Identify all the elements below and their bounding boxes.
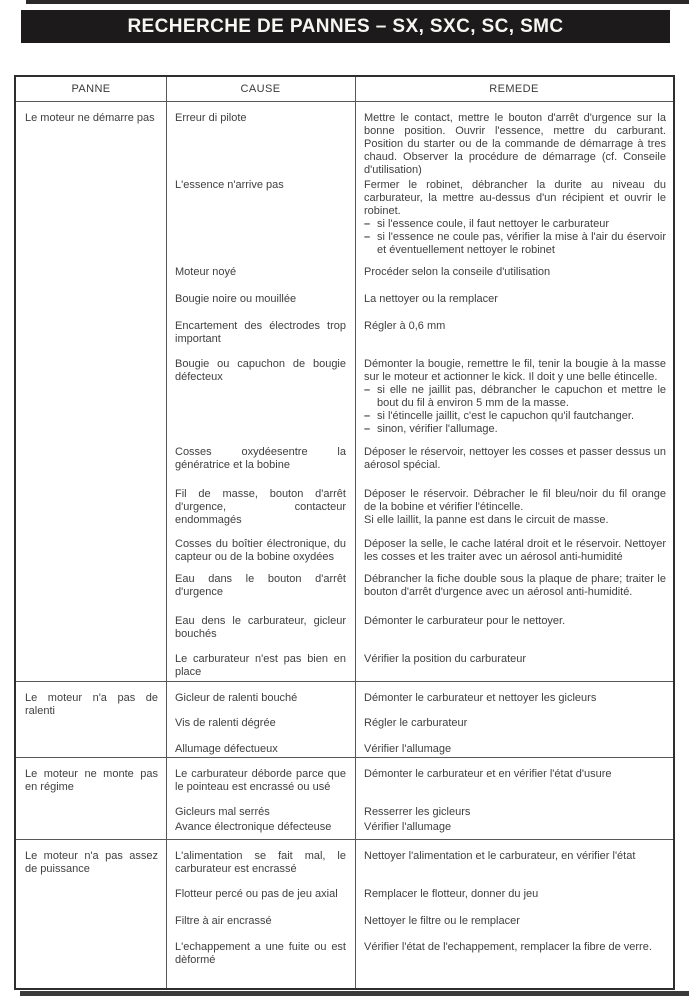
remede-cell (355, 819, 673, 839)
cause-remede-pair (166, 536, 673, 571)
cause-text: Gicleurs mal serrés (175, 806, 270, 818)
table-row (16, 757, 673, 839)
remede-text: Mettre le contact, mettre le bouton d'arrêt d'urgence sur la bonne position. Ouvrir l'essence, mettre du carburant. Position du starter ou de la commande de démarrage à tres chaud. Observer la procédure de démarrage (cf. Conseile d'utilisation) (364, 112, 666, 176)
remede-text: Démonter le carburateur et en vérifier l'état d'usure (364, 768, 612, 780)
cause-remede-pair (166, 848, 673, 886)
bullet-text: si l'étincelle jaillit, c'est le capuchon qu'il fautchanger. (377, 410, 635, 422)
page-title-banner (21, 10, 670, 43)
remede-text: Régler le carburateur (364, 717, 468, 729)
remede-bullet (364, 410, 666, 423)
remede-cell (355, 536, 673, 571)
cause-text: Bougie ou capuchon de bougie défecteux (175, 358, 346, 383)
remede-cell (355, 571, 673, 613)
remede-text: Remplacer le flotteur, donner du jeu (364, 888, 539, 900)
cause-text: Gicleur de ralenti bouché (175, 692, 298, 704)
cause-remede-pair (166, 804, 673, 819)
bullet-dash-icon: – (364, 231, 371, 243)
cause-remede-pair (166, 356, 673, 444)
cause-text: Moteur noyé (175, 266, 237, 278)
remede-bullet (364, 231, 666, 257)
cause-remede-pair (166, 318, 673, 356)
remede-cell (355, 318, 673, 356)
header-remede: REMEDE (489, 83, 539, 95)
remede-text: Démonter la bougie, remettre le fil, tenir la bougie à la masse sur le moteur et actionner le kick. Il doit y une belle étincelle. (364, 358, 666, 383)
cause-remede-list (166, 690, 673, 757)
remede-text: Resserrer les gicleurs (364, 806, 471, 818)
bottom-rule (20, 991, 689, 996)
cause-remede-pair (166, 690, 673, 715)
remede-text: Vérifier l'état de l'echappement, remplacer la fibre de verre. (364, 941, 652, 953)
table-row (16, 101, 673, 681)
remede-text: Nettoyer l'alimentation et le carburateur, en vérifier l'état (364, 850, 636, 862)
remede-cell (355, 766, 673, 804)
table-body (16, 101, 673, 988)
cause-remede-list (166, 848, 673, 988)
cause-text: Eau dans le bouton d'arrêt d'urgence (175, 573, 346, 598)
cause-text: Filtre à air encrassé (175, 915, 272, 927)
cause-text: Vis de ralenti dégrée (175, 717, 276, 729)
panne-text: Le moteur n'a pas assez de puissance (25, 850, 158, 875)
table-header-row (16, 77, 673, 101)
cause-remede-pair (166, 886, 673, 913)
remede-text: Fermer le robinet, débrancher la durite au niveau du carburateur, la mettre au-dessus d'un récipient et ouvrir le robinet. (364, 179, 666, 217)
remede-cell (355, 264, 673, 291)
header-cause: CAUSE (240, 83, 281, 95)
bullet-dash-icon: – (364, 423, 371, 435)
remede-text: Procéder selon la conseile d'utilisation (364, 266, 551, 278)
cause-text: Erreur di pilote (175, 112, 247, 124)
remede-bullet (364, 384, 666, 410)
cause-text: Avance électronique défecteuse (175, 821, 332, 833)
cause-text: Allumage défectueux (175, 743, 278, 755)
remede-bullet (364, 423, 666, 436)
cause-text: Le carburateur déborde parce que le pointeau est encrassé ou usé (175, 768, 346, 793)
column-divider (166, 77, 167, 988)
remede-cell (355, 356, 673, 444)
column-divider (355, 77, 356, 988)
cause-text: Eau dens le carburateur, gicleur bouchés (175, 615, 346, 640)
cause-remede-list (166, 110, 673, 681)
remede-cell (355, 486, 673, 536)
remede-text: Nettoyer le filtre ou le remplacer (364, 915, 520, 927)
remede-cell (355, 291, 673, 318)
cause-text: Flotteur percé ou pas de jeu axial (175, 888, 338, 900)
top-rule (26, 0, 689, 4)
remede-text: Déposer le réservoir, nettoyer les cosses et passer dessus un aérosol spécial. (364, 446, 666, 471)
page-title: RECHERCHE DE PANNES – SX, SXC, SC, SMC (127, 15, 564, 37)
cause-remede-pair (166, 939, 673, 988)
header-panne: PANNE (71, 83, 111, 95)
cause-remede-pair (166, 741, 673, 756)
remede-cell (355, 690, 673, 715)
remede-text: Régler à 0,6 mm (364, 320, 446, 332)
cause-remede-list (166, 766, 673, 839)
cause-remede-pair (166, 766, 673, 804)
remede-cell (355, 913, 673, 939)
bullet-text: si elle ne jaillit pas, débrancher le capuchon et mettre le bout du fil à environ 5 mm de la masse. (377, 384, 666, 409)
cause-text: Cosses du boîtier électronique, du capteur ou de la bobine oxydées (175, 538, 346, 563)
bullet-text: si l'essence ne coule pas, vérifier la mise à l'air du éservoir et éventuellement nettoyer le robinet (377, 231, 666, 256)
cause-text: Encartement des électrodes trop important (175, 320, 346, 345)
table-row (16, 681, 673, 757)
remede-cell (355, 651, 673, 681)
cause-remede-pair (166, 571, 673, 613)
remede-cell (355, 804, 673, 819)
bullet-dash-icon: – (364, 384, 371, 396)
cause-text: Fil de masse, bouton d'arrêt d'urgence, contacteur endommagés (175, 488, 346, 526)
cause-text: L'alimentation se fait mal, le carburateur est encrassé (175, 850, 346, 875)
cause-text: L'echappement a une fuite ou est dèformé (175, 941, 346, 966)
bullet-dash-icon: – (364, 218, 371, 230)
remede-text: Démonter le carburateur et nettoyer les gicleurs (364, 692, 597, 704)
remede-text: Vérifier l'allumage (364, 821, 452, 833)
remede-text: Démonter le carburateur pour le nettoyer. (364, 615, 566, 627)
remede-bullet (364, 218, 666, 231)
remede-text: Débrancher la fiche double sous la plaque de phare; traiter le bouton d'arrêt d'urgence avec un aérosol anti-humidité. (364, 573, 666, 598)
cause-remede-pair (166, 444, 673, 486)
remede-text: Déposer le réservoir. Débracher le fil bleu/noir du fil orange de la bobine et vérifier l'étincelle. (364, 488, 666, 513)
bullet-text: sinon, vérifier l'allumage. (377, 423, 498, 435)
table-row (16, 839, 673, 988)
remede-cell (355, 177, 673, 264)
cause-remede-pair (166, 264, 673, 291)
cause-remede-pair (166, 613, 673, 651)
troubleshooting-table (14, 75, 675, 990)
panne-text: Le moteur ne monte pas en régime (25, 768, 158, 793)
cause-remede-pair (166, 651, 673, 681)
remede-cell (355, 848, 673, 886)
panne-text: Le moteur n'a pas de ralenti (25, 692, 158, 717)
cause-remede-pair (166, 177, 673, 264)
remede-text: Déposer la selle, le cache latéral droit et le réservoir. Nettoyer les cosses et les traiter avec un aérosol anti-humidité (364, 538, 666, 563)
remede-cell (355, 110, 673, 177)
panne-text: Le moteur ne démarre pas (25, 112, 155, 124)
remede-text: La nettoyer ou la remplacer (364, 293, 498, 305)
cause-text: L'essence n'arrive pas (175, 179, 284, 191)
cause-remede-pair (166, 291, 673, 318)
cause-text: Bougie noire ou mouillée (175, 293, 297, 305)
remede-cell (355, 886, 673, 913)
remede-text: Vérifier la position du carburateur (364, 653, 527, 665)
bullet-text: si l'essence coule, il faut nettoyer le carburateur (377, 218, 609, 230)
cause-remede-pair (166, 110, 673, 177)
remede-text-line2: Si elle laillit, la panne est dans le circuit de masse. (364, 514, 609, 526)
cause-text: Cosses oxydéesentre la génératrice et la bobine (175, 446, 346, 471)
cause-remede-pair (166, 715, 673, 741)
remede-cell (355, 613, 673, 651)
cause-remede-pair (166, 486, 673, 536)
remede-cell (355, 939, 673, 988)
cause-remede-pair (166, 913, 673, 939)
cause-remede-pair (166, 819, 673, 839)
remede-cell (355, 741, 673, 756)
remede-cell (355, 444, 673, 486)
bullet-dash-icon: – (364, 410, 371, 422)
remede-cell (355, 715, 673, 741)
remede-text: Vérifier l'allumage (364, 743, 452, 755)
cause-text: Le carburateur n'est pas bien en place (175, 653, 346, 678)
